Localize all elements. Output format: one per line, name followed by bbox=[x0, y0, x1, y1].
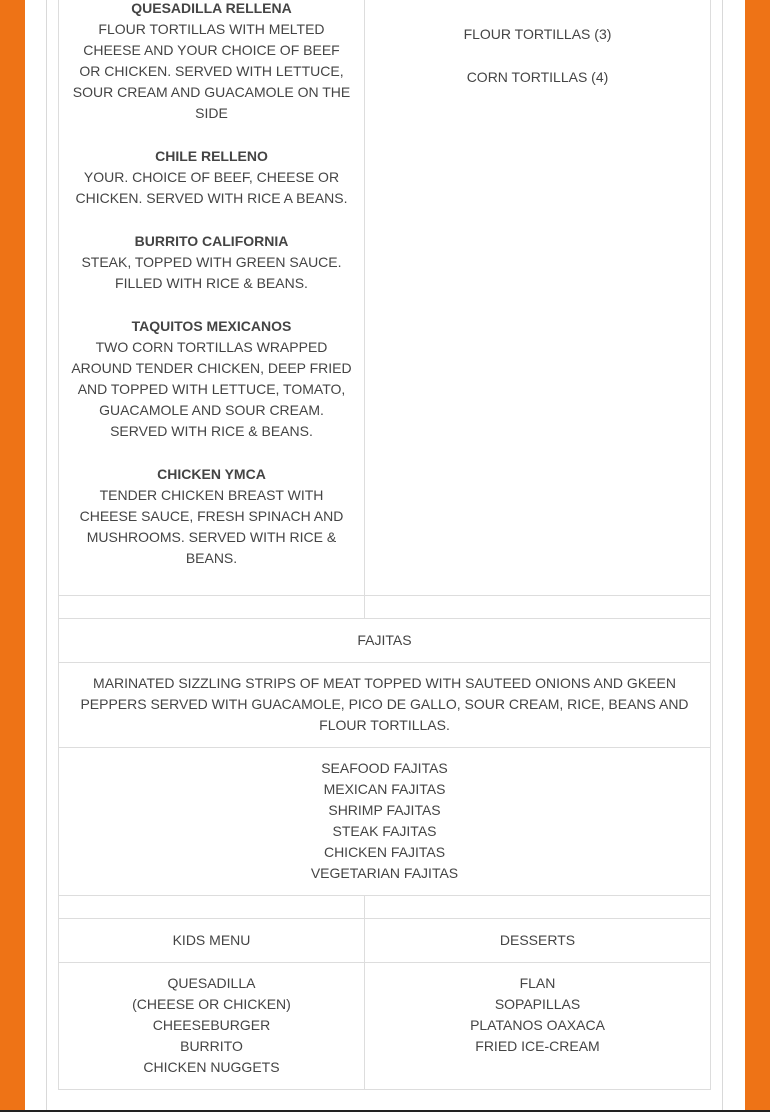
fajitas-item: MEXICAN FAJITAS bbox=[323, 781, 446, 797]
kids-menu-item: (CHEESE OR CHICKEN) bbox=[132, 996, 291, 1012]
fajitas-item: SEAFOOD FAJITAS bbox=[321, 760, 448, 776]
kids-desserts-list-row bbox=[59, 963, 711, 1090]
fajitas-item: STEAK FAJITAS bbox=[332, 823, 437, 839]
spacer-cell bbox=[59, 896, 365, 919]
entrees-cell bbox=[59, 0, 365, 596]
menu-item bbox=[71, 464, 352, 569]
fajitas-heading: FAJITAS bbox=[59, 619, 711, 663]
side-item: CORN TORTILLAS (4) bbox=[466, 69, 609, 85]
item-description: TENDER CHICKEN BREAST WITH CHEESE SAUCE, FRESH SPINACH AND MUSHROOMS. SERVED WITH RICE & BEANS. bbox=[79, 487, 344, 566]
dessert-item: SOPAPILLAS bbox=[494, 996, 581, 1012]
menu-item bbox=[71, 316, 352, 442]
orange-side-bar-right bbox=[745, 0, 770, 1112]
desserts-heading: DESSERTS bbox=[364, 919, 710, 963]
side-item: FLOUR TORTILLAS (3) bbox=[463, 26, 612, 42]
kids-menu-heading: KIDS MENU bbox=[59, 919, 365, 963]
sides-cell bbox=[364, 0, 710, 596]
fajitas-heading-row bbox=[59, 619, 711, 663]
orange-side-bar-left bbox=[0, 0, 25, 1112]
spacer-row bbox=[59, 596, 711, 619]
kids-menu-item: QUESADILLA bbox=[167, 975, 256, 991]
item-name: BURRITO CALIFORNIA bbox=[134, 233, 289, 249]
item-description: STEAK, TOPPED WITH GREEN SAUCE. FILLED WITH RICE & BEANS. bbox=[81, 254, 342, 291]
spacer-cell bbox=[59, 596, 365, 619]
item-name: TAQUITOS MEXICANOS bbox=[131, 318, 292, 334]
item-name: CHICKEN YMCA bbox=[157, 466, 266, 482]
fajitas-description: MARINATED SIZZLING STRIPS OF MEAT TOPPED WITH SAUTEED ONIONS AND GKEEN PEPPERS SERVED WITH GUACAMOLE, PICO DE GALLO, SOUR CREAM, RICE, BEANS AND FLOUR TORTILLAS. bbox=[59, 663, 711, 748]
menu-table bbox=[58, 0, 711, 1090]
kids-menu-item: CHEESEBURGER bbox=[152, 1017, 271, 1033]
dessert-item: FRIED ICE-CREAM bbox=[475, 1038, 600, 1054]
dessert-item: FLAN bbox=[519, 975, 556, 991]
spacer-row bbox=[59, 896, 711, 919]
kids-menu-item: BURRITO bbox=[180, 1038, 243, 1054]
item-name: CHILE RELLENO bbox=[155, 148, 268, 164]
content-border-right bbox=[722, 0, 723, 1112]
fajitas-item: CHICKEN FAJITAS bbox=[323, 844, 446, 860]
menu-item bbox=[71, 146, 352, 209]
item-description: TWO CORN TORTILLAS WRAPPED AROUND TENDER CHICKEN, DEEP FRIED AND TOPPED WITH LETTUCE, TOMATO, GUACAMOLE AND SOUR CREAM. SERVED WITH RICE & BEANS. bbox=[71, 339, 352, 439]
kids-desserts-heading-row bbox=[59, 919, 711, 963]
desserts-list bbox=[364, 963, 710, 1090]
item-description: FLOUR TORTILLAS WITH MELTED CHEESE AND YOUR CHOICE OF BEEF OR CHICKEN. SERVED WITH LETTUCE, SOUR CREAM AND GUACAMOLE ON THE SIDE bbox=[72, 21, 351, 121]
menu-item bbox=[71, 0, 352, 124]
side-item bbox=[377, 0, 698, 2]
dessert-item: PLATANOS OAXACA bbox=[470, 1017, 605, 1033]
item-name: QUESADILLA RELLENA bbox=[131, 0, 292, 16]
spacer-cell bbox=[364, 896, 710, 919]
kids-menu-item: CHICKEN NUGGETS bbox=[143, 1059, 280, 1075]
menu-item bbox=[71, 231, 352, 294]
fajitas-list-row bbox=[59, 748, 711, 896]
kids-menu-list bbox=[59, 963, 365, 1090]
content-border-left bbox=[46, 0, 47, 1112]
item-description: YOUR. CHOICE OF BEEF, CHEESE OR CHICKEN. SERVED WITH RICE A BEANS. bbox=[75, 169, 348, 206]
spacer-cell bbox=[364, 596, 710, 619]
entrees-row bbox=[59, 0, 711, 596]
fajitas-list bbox=[59, 748, 711, 896]
fajitas-description-row bbox=[59, 663, 711, 748]
fajitas-item: SHRIMP FAJITAS bbox=[328, 802, 441, 818]
fajitas-item: VEGETARIAN FAJITAS bbox=[310, 865, 459, 881]
